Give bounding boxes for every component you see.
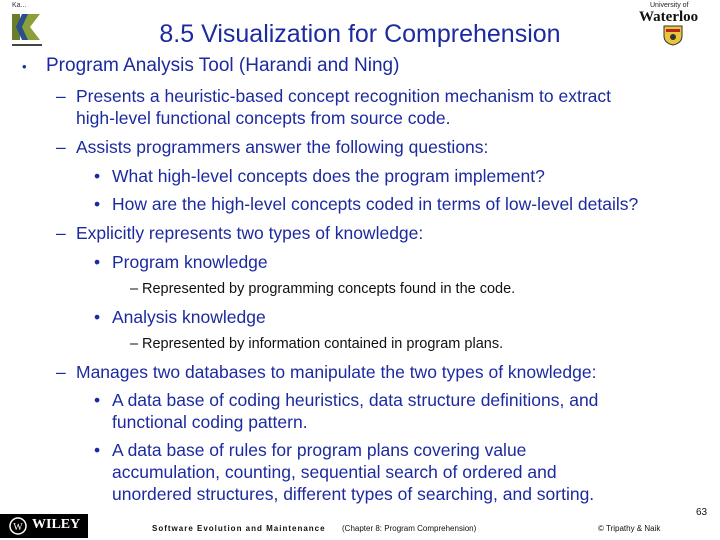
publisher-logo-text: WILEY <box>32 517 81 532</box>
bullet-l3-continuation: accumulation, counting, sequential search of ordered and <box>112 462 557 482</box>
slide-title: 8.5 Visualization for Comprehension <box>159 20 561 48</box>
bullet-l3: A data base of rules for program plans covering value <box>112 440 527 460</box>
dash-marker: – <box>130 281 139 297</box>
svg-text:W: W <box>13 522 23 533</box>
bullet-l3: What high-level concepts does the program implement? <box>112 166 545 186</box>
dash-marker: – <box>56 223 66 243</box>
bullet-l3: Program knowledge <box>112 252 268 272</box>
bullet-l2-continuation: high-level functional concepts from source code. <box>76 108 451 128</box>
bullet-l3: How are the high-level concepts coded in terms of low-level details? <box>112 194 639 214</box>
bullet-l2: Explicitly represents two types of knowledge: <box>76 223 424 243</box>
bullet-l2: Manages two databases to manipulate the two types of knowledge: <box>76 362 597 382</box>
dash-marker: – <box>56 362 66 382</box>
bullet-marker: • <box>94 252 101 272</box>
right-logo-small-text: University of <box>650 2 689 9</box>
bullet-l3: A data base of coding heuristics, data structure definitions, and <box>112 390 599 410</box>
bullet-l2: Presents a heuristic-based concept recognition mechanism to extract <box>76 86 611 106</box>
footer-book-title: Software Evolution and Maintenance <box>152 524 326 533</box>
bullet-l1: Program Analysis Tool (Harandi and Ning) <box>46 55 400 76</box>
bullet-marker: • <box>22 59 27 74</box>
dash-marker: – <box>130 336 139 352</box>
footer-chapter: (Chapter 8: Program Comprehension) <box>342 524 477 533</box>
dash-marker: – <box>56 137 66 157</box>
bullet-l4: Represented by programming concepts found in the code. <box>142 281 516 297</box>
bullet-marker: • <box>94 307 101 327</box>
publisher-emblem-icon <box>8 516 28 536</box>
bullet-marker: • <box>94 390 101 410</box>
bullet-marker: • <box>94 194 101 214</box>
bullet-l4: Represented by information contained in program plans. <box>142 336 504 352</box>
bullet-marker: • <box>94 440 101 460</box>
right-logo-text: Waterloo <box>639 9 699 25</box>
bullet-l3: Analysis knowledge <box>112 307 266 327</box>
bullet-l3-continuation: functional coding pattern. <box>112 412 308 432</box>
page-number: 63 <box>696 507 708 518</box>
dash-marker: – <box>56 86 66 106</box>
left-logo-text: Ka... <box>12 2 27 9</box>
bullet-l2: Assists programmers answer the following questions: <box>76 137 489 157</box>
bullet-l3-continuation: unordered structures, different types of searching, and sorting. <box>112 484 595 504</box>
footer-authors: © Tripathy & Naik <box>598 524 661 533</box>
bullet-marker: • <box>94 166 101 186</box>
